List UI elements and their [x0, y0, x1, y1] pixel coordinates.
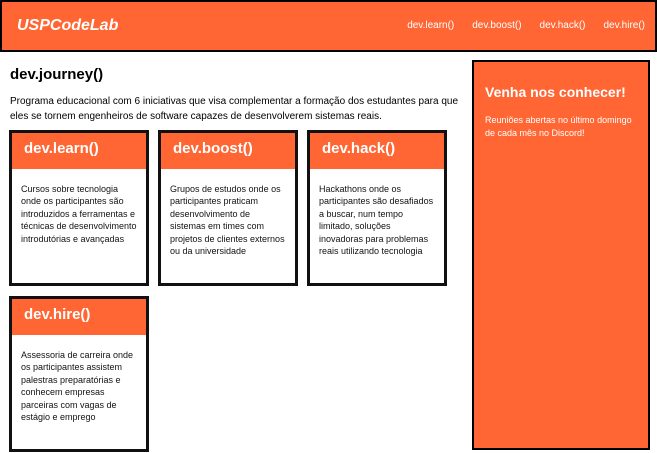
card-title: dev.boost() [161, 133, 295, 169]
main-nav [389, 20, 645, 31]
card-description: Hackathons onde os participantes são desafiados a buscar, num tempo limitado, soluções inovadoras para problemas reais utilizando tecnologia [319, 184, 434, 257]
card-dev-hack [307, 130, 447, 286]
card-dev-boost [158, 130, 298, 286]
nav-link-hire[interactable]: dev.hire() [603, 20, 645, 31]
card-dev-learn [9, 130, 149, 286]
card-description: Cursos sobre tecnologia onde os participantes são introduzidos a ferramentas e técnicas de desenvolvimento introdutórias e avançadas [21, 184, 137, 244]
card-title: dev.hack() [310, 133, 444, 169]
nav-link-boost[interactable]: dev.boost() [472, 20, 522, 31]
card-dev-hire [9, 296, 149, 452]
sidebar-text: Reuniões abertas no último domingo de cada mês no Discord! [485, 115, 632, 138]
sidebar-title: Venha nos conhecer! [485, 84, 626, 100]
nav-link-hack[interactable]: dev.hack() [539, 20, 586, 31]
page-title: dev.journey() [10, 66, 104, 83]
card-title: dev.hire() [12, 299, 146, 335]
meetup-sidebar [472, 60, 650, 450]
intro-text: Programa educacional com 6 iniciativas que visa complementar a formação dos estudantes para que eles se tornem engenheiros de software capazes de desenvolverem sistemas reais. [10, 96, 459, 122]
nav-link-learn[interactable]: dev.learn() [407, 20, 455, 31]
brand-logo[interactable]: USPCodeLab [17, 17, 119, 34]
card-title: dev.learn() [12, 133, 146, 169]
card-description: Assessoria de carreira onde os participantes assistem palestras preparatórias e conhecem empresas parceiras com vagas de estágio e emprego [21, 350, 134, 423]
site-header [0, 0, 657, 52]
card-description: Grupos de estudos onde os participantes praticam desenvolvimento de sistemas em times com projetos de clientes externos ou da universidade [170, 184, 285, 257]
